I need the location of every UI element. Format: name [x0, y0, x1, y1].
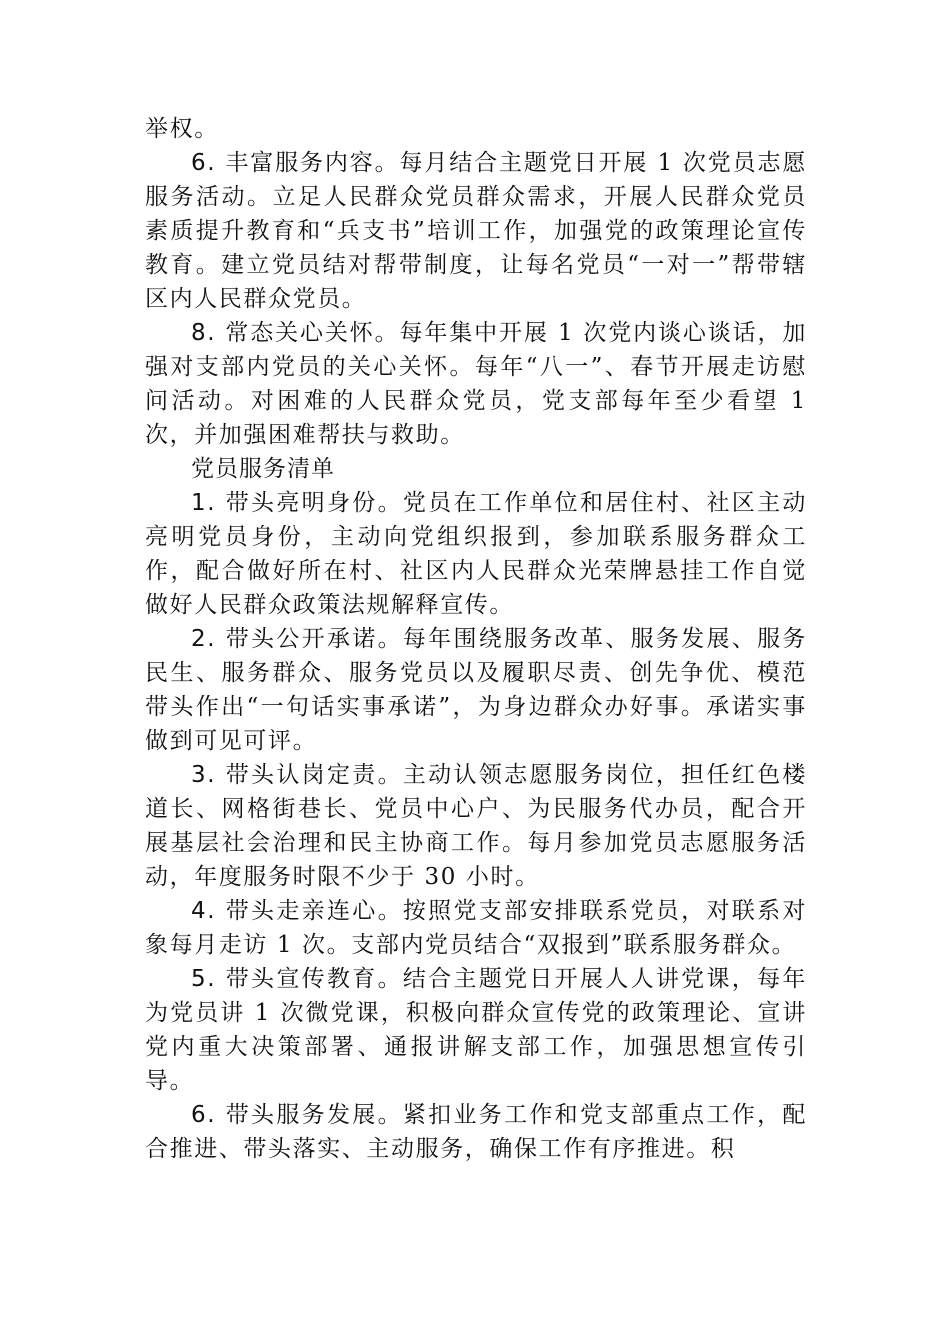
paragraph-text: 举权。: [145, 116, 219, 142]
list-item: [145, 622, 807, 758]
list-item: [145, 486, 807, 622]
paragraph-lead: 8. 常态关心关怀。: [191, 320, 400, 346]
paragraph-service-content: [145, 146, 807, 316]
list-item-lead: 1. 带头亮明身份。: [191, 490, 403, 516]
list-item: [145, 894, 807, 962]
list-item: [145, 758, 807, 894]
list-item-lead: 3. 带头认岗定责。: [191, 762, 403, 788]
list-item-lead: 6. 带头服务发展。: [191, 1102, 403, 1128]
list-item: [145, 962, 807, 1098]
list-item-lead: 2. 带头公开承诺。: [191, 626, 403, 652]
paragraph-text: 每年集中开展 1 次党内谈心谈话，加强对支部内党员的关心关怀。每年“八一”、春节开展走访慰问活动。对困难的人民群众党员，党支部每年至少看望 1 次，并加强困难帮扶与救助。: [145, 320, 807, 448]
list-item: [145, 1098, 807, 1166]
list-item-text: 党员在工作单位和居住村、社区主动亮明党员身份，主动向党组织报到，参加联系服务群众工作，配合做好所在村、社区内人民群众光荣牌悬挂工作自觉做好人民群众政策法规解释宣传。: [145, 490, 807, 618]
paragraph-lead: 6. 丰富服务内容。: [191, 150, 400, 176]
paragraph-care: [145, 316, 807, 452]
list-item-text: 每年围绕服务改革、服务发展、服务民生、服务群众、服务党员以及履职尽责、创先争优、模范带头作出“一句话实事承诺”，为身边群众办好事。承诺实事做到可见可评。: [145, 626, 807, 754]
list-item-text: 紧扣业务工作和党支部重点工作，配合推进、带头落实、主动服务，确保工作有序推进。积: [145, 1102, 807, 1162]
list-item-text: 按照党支部安排联系党员，对联系对象每月走访 1 次。支部内党员结合“双报到”联系服务群众。: [145, 898, 807, 958]
document-body: [145, 112, 807, 1166]
list-item-lead: 5. 带头宣传教育。: [191, 966, 403, 992]
list-item-text: 结合主题党日开展人人讲党课，每年为党员讲 1 次微党课，积极向群众宣传党的政策理论、宣讲党内重大决策部署、通报讲解支部工作，加强思想宣传引导。: [145, 966, 807, 1094]
section-heading: 党员服务清单: [191, 456, 335, 482]
paragraph-text: 每月结合主题党日开展 1 次党员志愿服务活动。立足人民群众党员群众需求，开展人民群众党员素质提升教育和“兵支书”培训工作，加强党的政策理论宣传教育。建立党员结对帮带制度，让每名党员“一对一”帮带辖区内人民群众党员。: [145, 150, 807, 312]
list-item-lead: 4. 带头走亲连心。: [191, 898, 403, 924]
paragraph-continuation: [145, 112, 807, 146]
list-item-text: 主动认领志愿服务岗位，担任红色楼道长、网格街巷长、党员中心户、为民服务代办员，配合开展基层社会治理和民主协商工作。每月参加党员志愿服务活动，年度服务时限不少于 30 小时。: [145, 762, 807, 890]
